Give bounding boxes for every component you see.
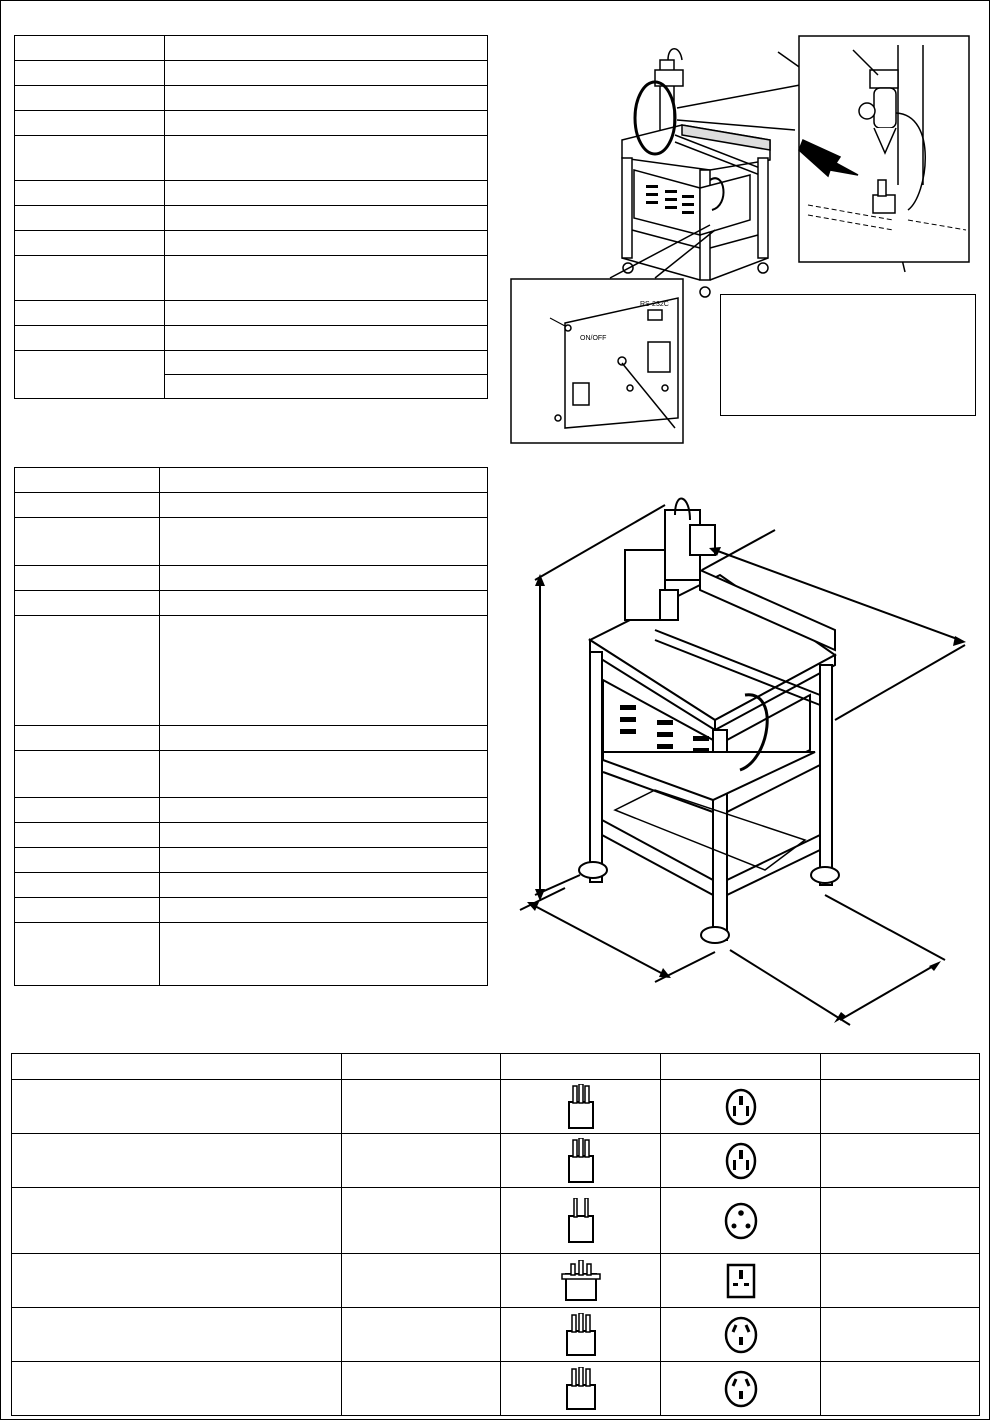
plug-uk-icon [561, 1260, 601, 1302]
table-row [12, 1308, 980, 1362]
cell [15, 136, 165, 181]
cell [15, 256, 165, 301]
cell [15, 326, 165, 351]
cell [15, 823, 160, 848]
cell [15, 566, 160, 591]
cell [501, 1362, 661, 1416]
cell [12, 1308, 342, 1362]
cell [15, 616, 160, 726]
cell [165, 375, 488, 399]
cell [821, 1254, 980, 1308]
cell [160, 493, 488, 518]
cell [160, 798, 488, 823]
plug-table-header-3 [501, 1054, 661, 1080]
cell [15, 751, 160, 798]
cell [821, 1308, 980, 1362]
air-regulator-detail-drawing [798, 35, 970, 263]
cell [15, 206, 165, 231]
cell [15, 61, 165, 86]
cell [160, 823, 488, 848]
cell [661, 1362, 821, 1416]
plug-table [11, 1053, 980, 1416]
cell [160, 518, 488, 566]
cell [501, 1080, 661, 1134]
cell [342, 1254, 501, 1308]
cell [821, 1080, 980, 1134]
cell [12, 1254, 342, 1308]
spec-table-top [14, 35, 488, 399]
cell [661, 1134, 821, 1188]
cell [15, 36, 165, 61]
cell [15, 923, 160, 986]
cell [160, 751, 488, 798]
table-row [12, 1080, 980, 1134]
cell [15, 86, 165, 111]
machine-dimension-drawing [515, 490, 975, 1030]
cell [165, 136, 488, 181]
cell [165, 61, 488, 86]
cell [501, 1134, 661, 1188]
socket-au-icon [723, 1370, 759, 1408]
cell [160, 726, 488, 751]
cell [15, 231, 165, 256]
cell [165, 111, 488, 136]
cell [15, 493, 160, 518]
cell [342, 1308, 501, 1362]
plug-table-header-1 [12, 1054, 342, 1080]
spec-table-middle [14, 467, 488, 986]
cell [501, 1254, 661, 1308]
cell [821, 1188, 980, 1254]
cell [160, 591, 488, 616]
cell [160, 873, 488, 898]
cell [501, 1188, 661, 1254]
cell [165, 36, 488, 61]
plug-table-header-5 [821, 1054, 980, 1080]
plug-table-header-2 [342, 1054, 501, 1080]
note-box [720, 294, 976, 416]
cell [501, 1308, 661, 1362]
cell [165, 231, 488, 256]
cell [15, 873, 160, 898]
cell [661, 1308, 821, 1362]
cell [15, 798, 160, 823]
table-row [12, 1254, 980, 1308]
cell [165, 351, 488, 375]
cell [15, 468, 160, 493]
panel-label-onoff: ON/OFF [580, 335, 607, 342]
cell [15, 351, 165, 399]
cell [15, 591, 160, 616]
socket-round-3hole-icon [723, 1202, 759, 1240]
cell [15, 848, 160, 873]
cell [342, 1080, 501, 1134]
cell [15, 301, 165, 326]
cell [165, 301, 488, 326]
cell [160, 616, 488, 726]
cell [342, 1134, 501, 1188]
cell [821, 1134, 980, 1188]
table-row [12, 1362, 980, 1416]
cell [165, 86, 488, 111]
cell [160, 468, 488, 493]
cell [165, 206, 488, 231]
socket-au-icon [723, 1316, 759, 1354]
cell [15, 518, 160, 566]
cell [661, 1080, 821, 1134]
plug-au-icon [563, 1367, 599, 1411]
cell [821, 1362, 980, 1416]
cell [160, 898, 488, 923]
panel-label-rs232: RS-232C [640, 301, 669, 308]
table-row [12, 1134, 980, 1188]
cell [165, 256, 488, 301]
control-panel-detail-drawing [510, 278, 684, 444]
cell [661, 1188, 821, 1254]
cell [12, 1362, 342, 1416]
cell [15, 111, 165, 136]
cell [165, 326, 488, 351]
cell [15, 726, 160, 751]
cell [342, 1188, 501, 1254]
plug-2pin-round-icon [566, 1198, 596, 1244]
cell [160, 923, 488, 986]
cell [342, 1362, 501, 1416]
plug-table-header-4 [661, 1054, 821, 1080]
cell [15, 898, 160, 923]
cell [160, 566, 488, 591]
cell [12, 1188, 342, 1254]
plug-au-icon [563, 1313, 599, 1357]
plug-3pin-nema-icon [566, 1084, 596, 1130]
socket-nema-icon [724, 1142, 758, 1180]
cell [12, 1080, 342, 1134]
cell [165, 181, 488, 206]
socket-uk-icon [726, 1263, 756, 1299]
socket-nema-icon [724, 1088, 758, 1126]
cell [12, 1134, 342, 1188]
cell [160, 848, 488, 873]
cell [661, 1254, 821, 1308]
cell [15, 181, 165, 206]
plug-3pin-nema-icon [566, 1138, 596, 1184]
table-row [12, 1188, 980, 1254]
